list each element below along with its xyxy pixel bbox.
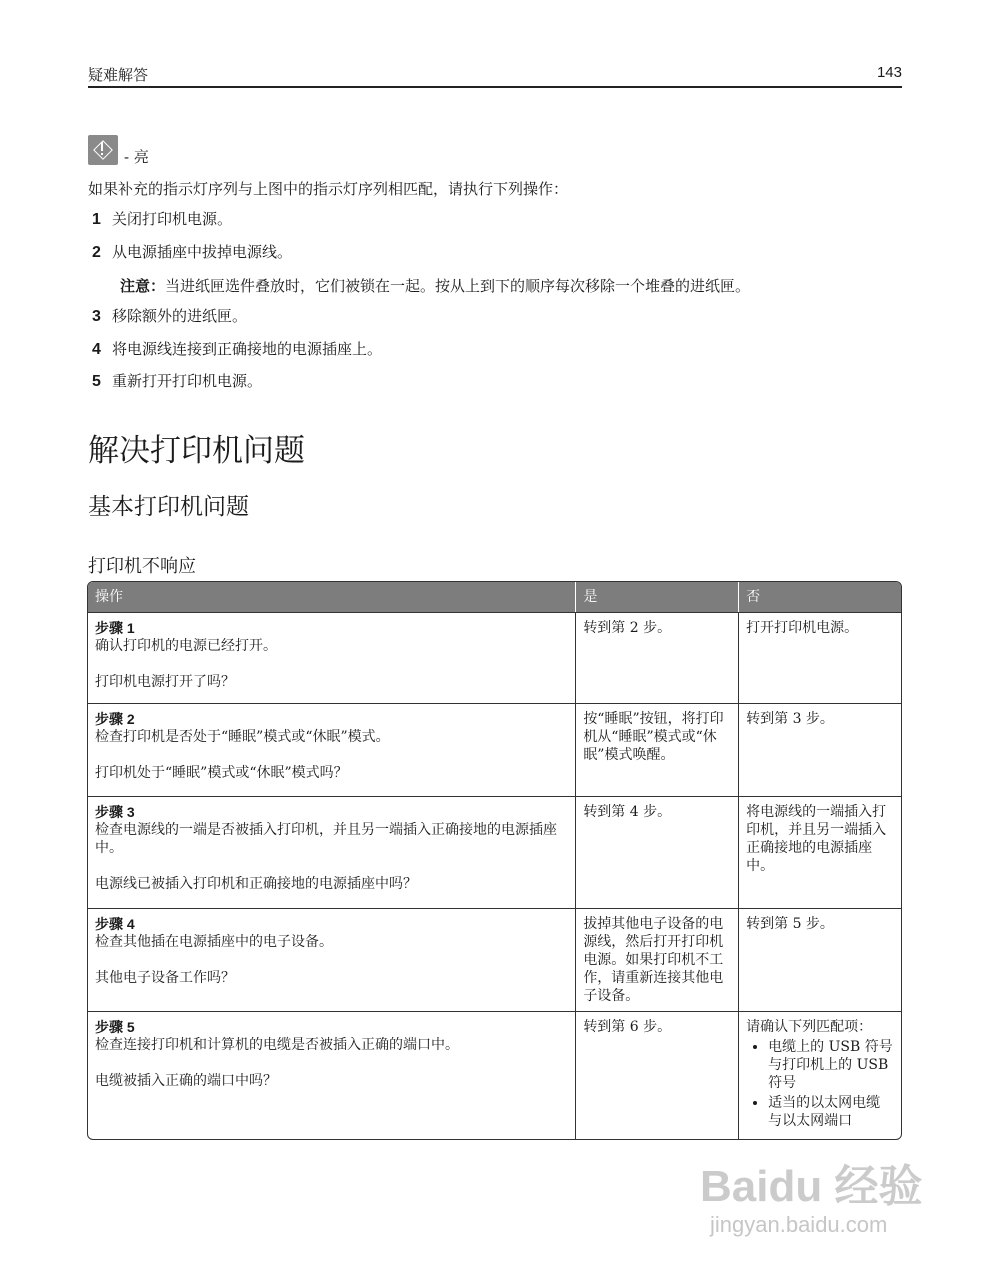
page-number: 143 (876, 64, 902, 81)
action-cell: 步骤 4 检查其他插在电源插座中的电子设备。 其他电子设备工作吗？ (88, 908, 575, 1011)
table-row (88, 796, 901, 908)
table-row (88, 703, 901, 796)
action-cell: 步骤 3 检查电源线的一端是否被插入打印机，并且另一端插入正确接地的电源插座中。 电源线已被插入打印机和正确接地的电源插座中吗？ (88, 796, 575, 908)
column-header-yes: 是 (575, 582, 738, 612)
indicator-label: - 亮 (124, 148, 149, 166)
yes-cell: 拔掉其他电子设备的电源线，然后打开打印机电源。如果打印机不工作，请重新连接其他电子设备。 (575, 908, 738, 1011)
no-cell: 转到第 3 步。 (738, 703, 901, 796)
action-cell: 步骤 2 检查打印机是否处于“睡眠”模式或“休眠”模式。 打印机处于“睡眠”模式或“休眠”模式吗？ (88, 703, 575, 796)
step-item: 2 从电源插座中拔掉电源线。 (92, 243, 293, 261)
subsection-heading: 基本打印机问题 (88, 494, 249, 520)
note (120, 275, 750, 296)
yes-cell: 转到第 4 步。 (575, 796, 738, 908)
match-list (746, 1038, 894, 1130)
table-row (88, 1011, 901, 1139)
action-cell: 步骤 5 检查连接打印机和计算机的电缆是否被插入正确的端口中。 电缆被插入正确的端口中吗？ (88, 1011, 575, 1139)
list-item: • 适当的以太网电缆与以太网端口 (768, 1094, 894, 1130)
no-cell: 将电源线的一端插入打印机，并且另一端插入正确接地的电源插座中。 (738, 796, 901, 908)
list-item: • 电缆上的 USB 符号与打印机上的 USB 符号 (768, 1038, 894, 1092)
no-cell: 转到第 5 步。 (738, 908, 901, 1011)
action-cell: 步骤 1 确认打印机的电源已经打开。 打印机电源打开了吗？ (88, 612, 575, 703)
step-item: 5 重新打开打印机电源。 (92, 372, 263, 390)
table-row (88, 612, 901, 703)
no-cell: 打开打印机电源。 (738, 612, 901, 703)
page-header (88, 62, 902, 88)
column-header-no: 否 (738, 582, 901, 612)
watermark (700, 1150, 940, 1260)
yes-cell: 转到第 2 步。 (575, 612, 738, 703)
yes-cell: 按“睡眠”按钮，将打印机从“睡眠”模式或“休眠”模式唤醒。 (575, 703, 738, 796)
column-header-action: 操作 (88, 582, 575, 612)
intro-text: 如果补充的指示灯序列与上图中的指示灯序列相匹配，请执行下列操作： (88, 180, 569, 198)
indicator-light-icon (88, 135, 118, 165)
no-cell: 请确认下列匹配项： • 电缆上的 USB 符号与打印机上的 USB 符号 • 适当的以太网电缆与以太网端口 (738, 1011, 901, 1139)
step-item: 3 移除额外的进纸匣。 (92, 307, 248, 325)
troubleshooting-table (87, 581, 902, 1140)
step-item: 4 将电源线连接到正确接地的电源插座上。 (92, 340, 383, 358)
note-text: 当进纸匣选件叠放时，它们被锁在一起。按从上到下的顺序每次移除一个堆叠的进纸匣。 (165, 277, 751, 295)
watermark-logo: Baidu 经验 (700, 1162, 923, 1211)
note-label: 注意： (120, 278, 166, 295)
yes-cell: 转到第 6 步。 (575, 1011, 738, 1139)
table-row (88, 908, 901, 1011)
step-item: 1 关闭打印机电源。 (92, 210, 233, 228)
header-title: 疑难解答 (88, 66, 149, 84)
table-header-row (88, 582, 901, 612)
section-heading: 解决打印机问题 (88, 433, 305, 469)
topic-heading: 打印机不响应 (88, 556, 196, 576)
watermark-url: jingyan.baidu.com (710, 1212, 888, 1237)
